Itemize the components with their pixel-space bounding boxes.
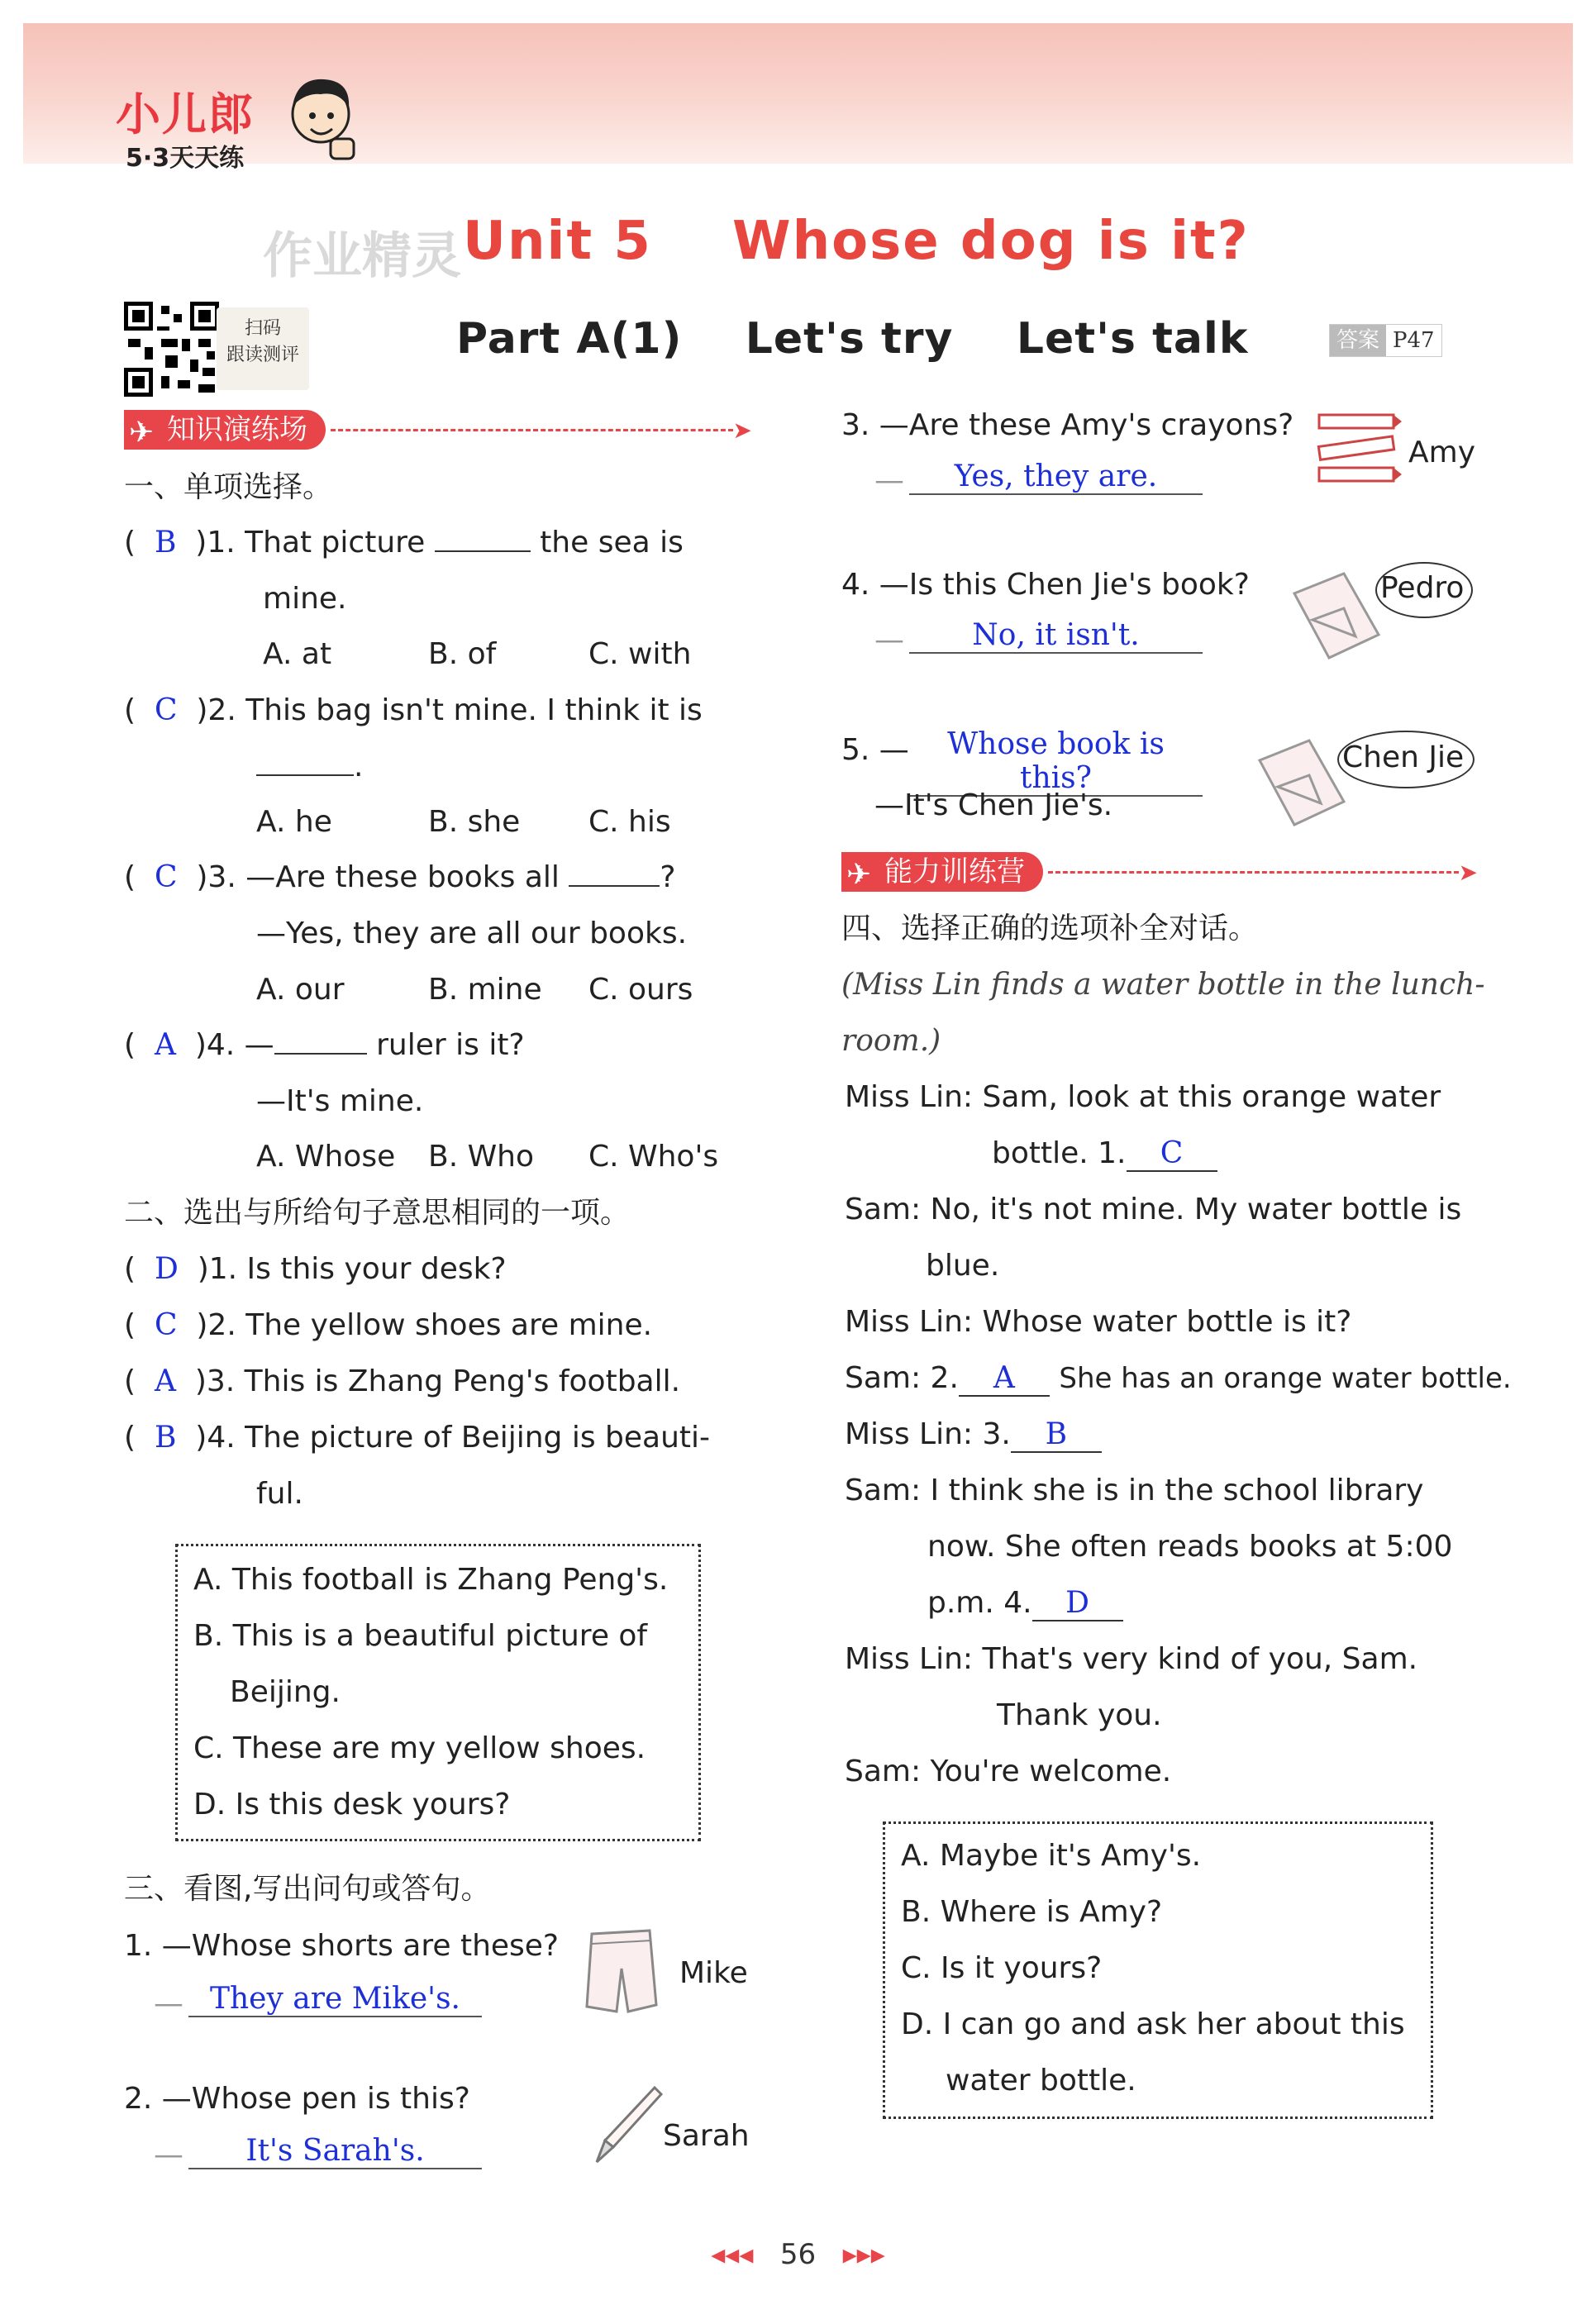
section-banner-ability: ✈ 能力训练营 ➤ <box>841 851 1478 893</box>
scene-text: (Miss Lin finds a water bottle in the lunch- <box>841 968 1485 1002</box>
dash: — <box>154 2138 183 2172</box>
dialogue-line: blue. <box>926 1249 1000 1283</box>
box-option-cont: Beijing. <box>230 1675 341 1709</box>
dialogue-line: Sam: You're welcome. <box>845 1755 1172 1788</box>
box-option: B. This is a beautiful picture of <box>193 1619 648 1653</box>
book-icon <box>1286 569 1384 666</box>
box-option: A. Maybe it's Amy's. <box>901 1839 1202 1873</box>
crayons-icon <box>1316 410 1405 493</box>
option-c: C. ours <box>588 973 693 1007</box>
page-footer <box>0 2238 1596 2271</box>
mascot-icon <box>281 73 360 164</box>
next-arrows-icon: ▸▸▸ <box>842 2238 885 2271</box>
section-banner-practice: ✈ 知识演练场 ➤ <box>124 409 752 450</box>
box-option: A. This football is Zhang Peng's. <box>193 1563 669 1597</box>
question-4-cont: —It's mine. <box>256 1084 424 1118</box>
dash: — <box>874 464 904 498</box>
box-option: D. Is this desk yours? <box>193 1788 511 1821</box>
dialogue-line: Thank you. <box>997 1698 1162 1732</box>
option-c: C. Who's <box>588 1140 719 1174</box>
name-label: Sarah <box>663 2119 750 2153</box>
box-option: C. Is it yours? <box>901 1951 1103 1985</box>
dialogue-line: Sam: No, it's not mine. My water bottle is <box>845 1193 1462 1226</box>
option-b: B. of <box>428 637 497 671</box>
runner-icon: ✈ <box>129 416 155 450</box>
option-c: C. with <box>588 637 692 671</box>
picture-question-5: 5. — <box>841 733 909 767</box>
dialogue-line: now. She often reads books at 5:00 <box>927 1530 1453 1564</box>
name-label: Pedro <box>1380 571 1465 605</box>
question-1: ( B )1. That picture the sea is <box>124 526 684 560</box>
dash: — <box>154 1987 183 2021</box>
answer-line: They are Mike's. <box>188 1982 482 2017</box>
box-option: B. Where is Amy? <box>901 1895 1163 1929</box>
scene-text: room.) <box>841 1024 941 1058</box>
option-a: A. our <box>256 973 345 1007</box>
answer-line: Yes, they are. <box>909 460 1203 495</box>
box-option: C. These are my yellow shoes. <box>193 1731 646 1765</box>
option-a: A. he <box>256 805 332 839</box>
match-item-cont: ful. <box>256 1477 303 1511</box>
unit-title: Unit 5 Whose dog is it? <box>463 211 1250 272</box>
option-b: B. Who <box>428 1140 535 1174</box>
match-item: ( B )4. The picture of Beijing is beauti- <box>124 1421 711 1455</box>
shorts-icon <box>580 1926 661 2018</box>
name-label: Mike <box>679 1956 748 1990</box>
dialogue-line: p.m. 4. D <box>927 1587 1123 1621</box>
picture-question-1: 1. —Whose shorts are these? <box>124 1929 560 1963</box>
runner-icon: ✈ <box>846 858 872 892</box>
match-item: ( C )2. The yellow shoes are mine. <box>124 1308 653 1342</box>
dialogue-line: Sam: 2. A She has an orange water bottle. <box>845 1361 1512 1395</box>
dialogue-line: Sam: I think she is in the school library <box>845 1474 1424 1507</box>
brand-subtitle: 5·3天天练 <box>126 144 245 173</box>
answer-line: No, it isn't. <box>909 618 1203 654</box>
question-2: ( C )2. This bag isn't mine. I think it is <box>124 693 703 727</box>
picture-question-2: 2. —Whose pen is this? <box>124 2082 470 2116</box>
question-4: ( A )4. — ruler is it? <box>124 1028 525 1062</box>
dash: — <box>874 623 904 657</box>
section-3-title: 三、看图,写出问句或答句。 <box>124 1872 491 1906</box>
picture-question-3: 3. —Are these Amy's crayons? <box>841 408 1294 442</box>
dialogue-line: Miss Lin: That's very kind of you, Sam. <box>845 1642 1418 1676</box>
prev-arrows-icon: ◂◂◂ <box>711 2238 754 2271</box>
option-a: A. Whose <box>256 1140 396 1174</box>
pen-icon <box>588 2083 665 2165</box>
dialogue-line: bottle. 1. C <box>992 1137 1217 1172</box>
name-label: Chen Jie <box>1342 740 1465 774</box>
name-label: Amy <box>1408 436 1475 469</box>
box-option: D. I can go and ask her about this <box>901 2007 1405 2041</box>
option-b: B. she <box>428 805 521 839</box>
picture-question-4: 4. —Is this Chen Jie's book? <box>841 568 1250 602</box>
page-number: 56 <box>779 2238 817 2271</box>
part-title: Part A(1) Let's try Let's talk <box>456 314 1249 364</box>
question-2-cont: . <box>256 750 363 783</box>
option-c: C. his <box>588 805 671 839</box>
section-2-title: 二、选出与所给句子意思相同的一项。 <box>124 1196 631 1230</box>
option-b: B. mine <box>428 973 542 1007</box>
header-band <box>23 23 1573 164</box>
question-1-cont: mine. <box>263 582 347 616</box>
question-3-cont: —Yes, they are all our books. <box>256 917 688 950</box>
scan-label: 扫码 跟读测评 <box>217 307 309 390</box>
option-a: A. at <box>263 637 332 671</box>
answer-page-ref[interactable]: 答案 P47 <box>1329 324 1442 357</box>
reply-text: —It's Chen Jie's. <box>874 788 1113 822</box>
brand-logo: 小儿郎 <box>116 88 255 140</box>
dialogue-line: Miss Lin: 3. B <box>845 1418 1102 1453</box>
match-item: ( A )3. This is Zhang Peng's football. <box>124 1364 681 1398</box>
match-item: ( D )1. Is this your desk? <box>124 1252 507 1286</box>
question-3: ( C )3. —Are these books all ? <box>124 860 676 894</box>
watermark-text: 作业精灵 <box>263 227 461 285</box>
section-1-title: 一、单项选择。 <box>124 470 333 504</box>
qr-code-icon[interactable] <box>124 302 219 397</box>
answer-line: Whose book is this? <box>909 727 1203 797</box>
dialogue-line: Miss Lin: Whose water bottle is it? <box>845 1305 1352 1339</box>
dialogue-line: Miss Lin: Sam, look at this orange water <box>845 1080 1441 1114</box>
box-option-cont: water bottle. <box>946 2064 1136 2098</box>
answer-line: It's Sarah's. <box>188 2134 482 2169</box>
section-4-title: 四、选择正确的选项补全对话。 <box>841 912 1259 945</box>
book-icon <box>1251 736 1349 833</box>
